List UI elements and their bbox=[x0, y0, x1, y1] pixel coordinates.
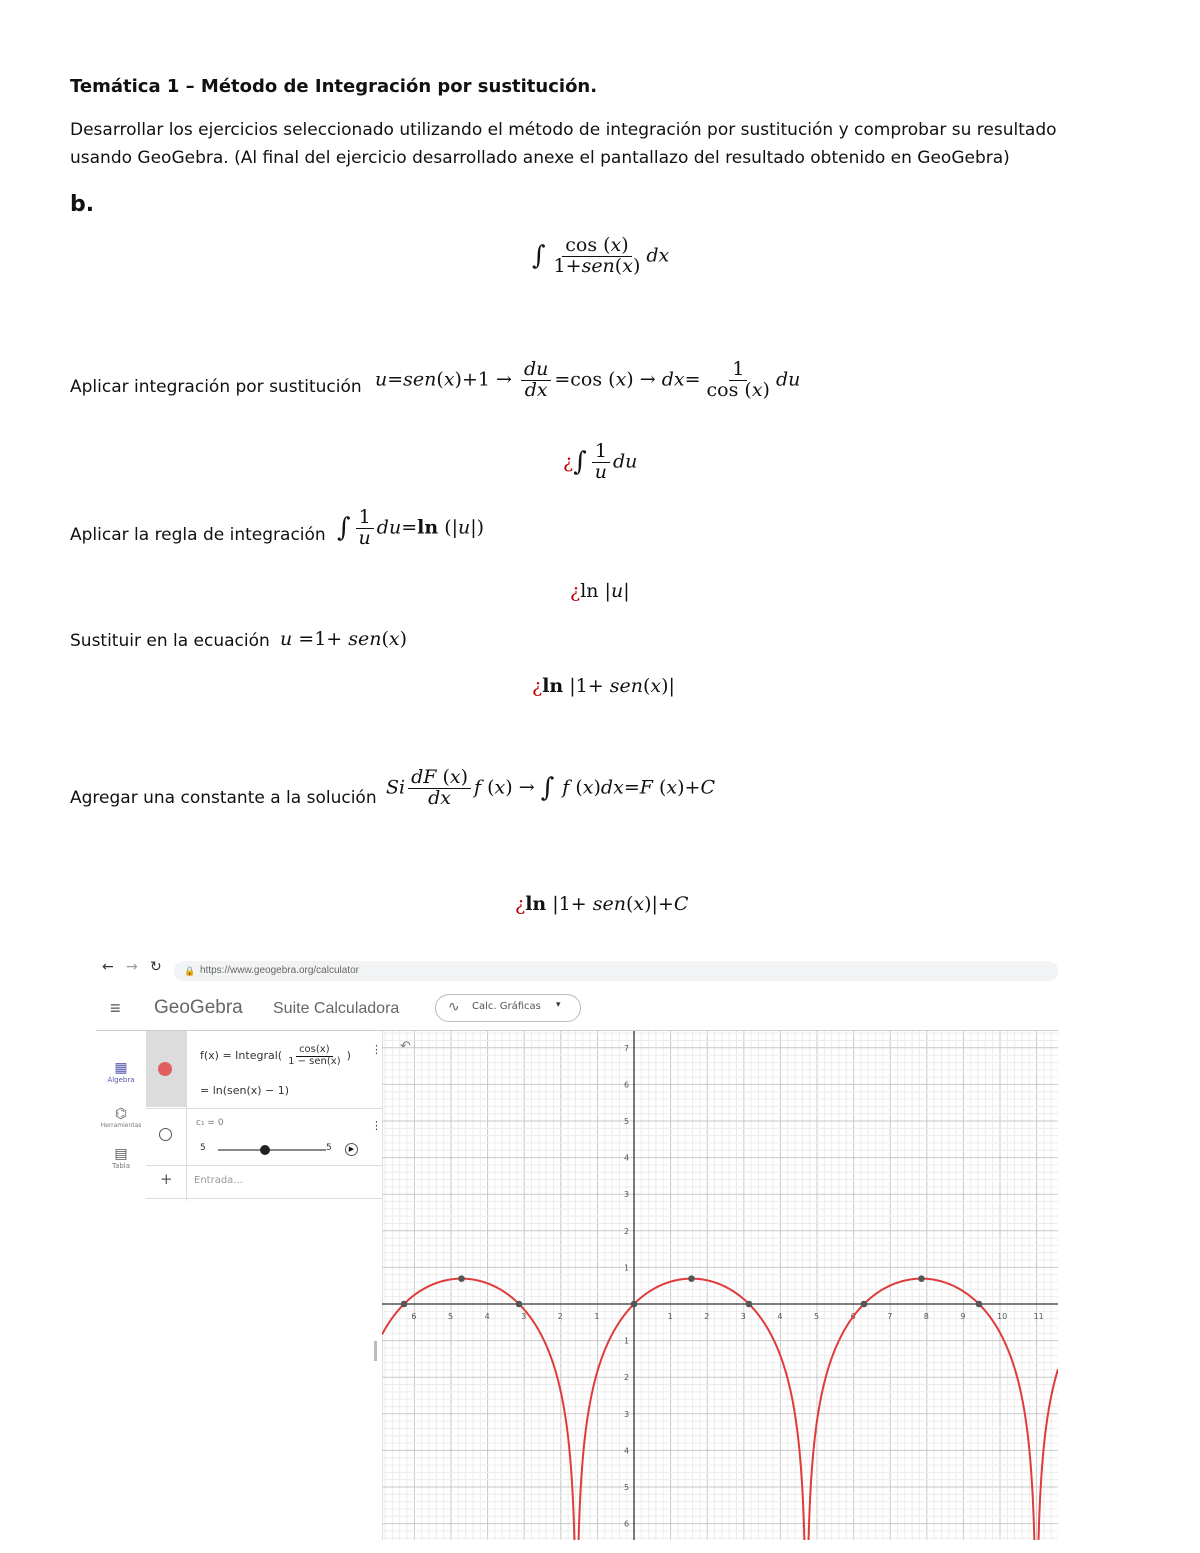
step4-text: Agregar una constante a la solución bbox=[70, 788, 377, 808]
input-f-den: 1 − sen(x) bbox=[288, 1055, 341, 1067]
y-tick-label: 2 bbox=[624, 1373, 630, 1383]
curve-point bbox=[918, 1275, 925, 1282]
menu-icon[interactable]: ≡ bbox=[110, 998, 121, 1018]
x-tick-label: 8 bbox=[923, 1312, 929, 1321]
step1-text: Aplicar integración por sustitución bbox=[70, 377, 362, 397]
function-curve bbox=[382, 1279, 1058, 1540]
calc-select[interactable] bbox=[435, 994, 581, 1022]
final-result: ¿ln |1+ sen(x)|+C bbox=[515, 893, 689, 915]
row1-menu-icon[interactable]: ⋮ bbox=[371, 1043, 382, 1056]
x-tick-label: 4 bbox=[484, 1312, 490, 1321]
algebra-view bbox=[146, 1031, 383, 1540]
input-f-lhs: f(x) = Integral( bbox=[200, 1049, 283, 1062]
input-f-num: cos(x) bbox=[296, 1045, 333, 1057]
sidebar-algebra-label: Álgebra bbox=[107, 1076, 135, 1084]
row1-marker bbox=[146, 1031, 186, 1107]
curve-point bbox=[631, 1301, 638, 1308]
x-tick-label: 1 bbox=[667, 1312, 673, 1321]
url-bar[interactable] bbox=[174, 961, 1058, 981]
curve-point bbox=[401, 1301, 408, 1308]
doc-title: Temática 1 – Método de Integración por sustitución. bbox=[70, 76, 598, 97]
curve-point bbox=[746, 1301, 753, 1308]
intro-line-1: Desarrollar los ejercicios seleccionado utilizando el método de integración por sustitución y comprobar su resultado bbox=[70, 120, 1057, 140]
slider-min: 5 bbox=[200, 1143, 206, 1153]
resize-handle[interactable] bbox=[374, 1341, 377, 1361]
curve-point bbox=[516, 1301, 523, 1308]
graph-icon: ∿ bbox=[448, 998, 460, 1014]
calc-select-label: Calc. Gráficas bbox=[472, 1001, 541, 1012]
y-tick-label: 4 bbox=[624, 1153, 630, 1163]
undo-icon[interactable]: ↶ bbox=[400, 1039, 411, 1054]
sidebar-item-tools[interactable] bbox=[96, 1105, 146, 1129]
x-tick-label: 2 bbox=[704, 1312, 710, 1321]
y-tick-label: 5 bbox=[624, 1483, 630, 1492]
sidebar-tools-label: Herramientas bbox=[100, 1122, 142, 1129]
divider bbox=[146, 1165, 382, 1166]
algebra-input-field[interactable]: Entrada... bbox=[194, 1175, 243, 1186]
algebra-result: = ln(sen(x) − 1) bbox=[200, 1084, 290, 1097]
visibility-dot[interactable] bbox=[158, 1062, 172, 1076]
slider-thumb[interactable] bbox=[260, 1145, 270, 1155]
x-tick-label: 2 bbox=[557, 1312, 563, 1321]
add-icon[interactable]: + bbox=[160, 1170, 173, 1188]
constant-rule-formula: Si $\frac{dF (x)}{dx}$ f (x) → ∫ f (x)dx=F (x)+C bbox=[386, 766, 715, 809]
ln-u-result: ¿ln |u| bbox=[570, 580, 630, 602]
input-f-rhs: ) bbox=[346, 1049, 351, 1062]
x-tick-label: 3 bbox=[521, 1312, 527, 1321]
row2-menu-icon[interactable]: ⋮ bbox=[371, 1119, 382, 1132]
suite-title: Suite Calculadora bbox=[273, 1000, 400, 1017]
curve-point bbox=[458, 1275, 465, 1282]
x-tick-label: 5 bbox=[448, 1312, 454, 1321]
slider-visibility-icon[interactable] bbox=[159, 1128, 172, 1141]
u-definition-formula: u =1+ sen(x) bbox=[280, 628, 408, 650]
sidebar-table-label: Tabla bbox=[111, 1162, 131, 1170]
graph-canvas bbox=[382, 1031, 1058, 1540]
y-tick-label: 1 bbox=[624, 1263, 630, 1273]
tools-icon: ⌬ bbox=[114, 1105, 128, 1121]
x-tick-label: 7 bbox=[887, 1312, 893, 1321]
curve-point bbox=[688, 1275, 695, 1282]
reload-icon[interactable]: ↻ bbox=[150, 959, 162, 975]
x-tick-label: 11 bbox=[1033, 1312, 1044, 1321]
x-tick-label: 9 bbox=[960, 1312, 966, 1321]
x-tick-label: 6 bbox=[411, 1312, 417, 1321]
chevron-down-icon: ▾ bbox=[556, 1000, 561, 1010]
divider bbox=[146, 1198, 382, 1199]
y-tick-label: 5 bbox=[624, 1117, 630, 1126]
x-tick-label: 3 bbox=[740, 1312, 746, 1321]
y-tick-label: 4 bbox=[624, 1446, 630, 1456]
y-tick-label: 6 bbox=[624, 1519, 630, 1529]
forward-icon[interactable]: → bbox=[126, 959, 138, 975]
intro-line-2: usando GeoGebra. (Al final del ejercicio desarrollado anexe el pantallazo del resultado obtenido en GeoGebra) bbox=[70, 148, 1010, 168]
ln-substituted-result: ¿ln |1+ sen(x)| bbox=[532, 675, 675, 697]
integration-rule-formula: ∫ $\frac{1}{u}$ du=ln (|u|) bbox=[337, 506, 485, 549]
x-tick-label: 1 bbox=[594, 1312, 600, 1321]
y-tick-label: 2 bbox=[624, 1226, 630, 1236]
curve-point bbox=[861, 1301, 868, 1308]
curve-point bbox=[976, 1301, 983, 1308]
sidebar-item-table[interactable] bbox=[96, 1145, 146, 1170]
step3-text: Sustituir en la ecuación bbox=[70, 631, 270, 651]
step2-text: Aplicar la regla de integración bbox=[70, 525, 326, 545]
main-integral-formula: ∫ $\frac{\cos (x)}{\text{1+sen(x)}}$ dx bbox=[532, 234, 670, 277]
x-tick-label: 4 bbox=[777, 1312, 783, 1321]
geogebra-logo: GeoGebra bbox=[154, 997, 243, 1018]
part-label: b. bbox=[70, 192, 95, 217]
y-tick-label: 6 bbox=[624, 1080, 630, 1090]
sidebar-item-algebra[interactable] bbox=[96, 1059, 146, 1084]
y-tick-label: 3 bbox=[624, 1409, 630, 1419]
y-tick-label: 3 bbox=[624, 1190, 630, 1200]
divider bbox=[146, 1108, 382, 1109]
integral-1-over-u: ¿∫ $\frac{1}{u}$ du bbox=[563, 440, 638, 483]
play-icon[interactable]: ▶ bbox=[345, 1143, 358, 1156]
table-icon: ▤ bbox=[114, 1145, 128, 1161]
slider-max: 5 bbox=[326, 1143, 332, 1153]
calculator-icon: ▦ bbox=[114, 1059, 128, 1075]
inverted-question-mark: ¿ bbox=[563, 450, 574, 473]
browser-bar bbox=[96, 950, 1058, 988]
x-tick-label: 5 bbox=[814, 1312, 820, 1321]
substitution-formula: u=sen(x)+1 → $\frac{du}{dx}$ =cos (x) → dx= $\frac{1}{\cos (x)}$ du bbox=[375, 358, 801, 401]
x-tick-label: 10 bbox=[997, 1312, 1008, 1321]
url-text: https://www.geogebra.org/calculator bbox=[200, 965, 359, 976]
geogebra-sidebar bbox=[96, 1031, 146, 1540]
algebra-input-f[interactable] bbox=[200, 1045, 351, 1067]
x-tick-label: 6 bbox=[850, 1312, 856, 1321]
lock-icon: 🔒 bbox=[184, 966, 196, 976]
y-tick-label: 1 bbox=[624, 1336, 630, 1346]
y-tick-label: 7 bbox=[624, 1043, 630, 1053]
geogebra-screenshot bbox=[96, 950, 1058, 1540]
back-icon[interactable]: ← bbox=[102, 959, 114, 975]
graphics-view[interactable] bbox=[382, 1031, 1058, 1540]
divider bbox=[186, 1031, 187, 1201]
slider-label: c₁ = 0 bbox=[196, 1118, 224, 1128]
geogebra-header bbox=[96, 988, 1058, 1031]
slider-track[interactable] bbox=[218, 1149, 326, 1151]
